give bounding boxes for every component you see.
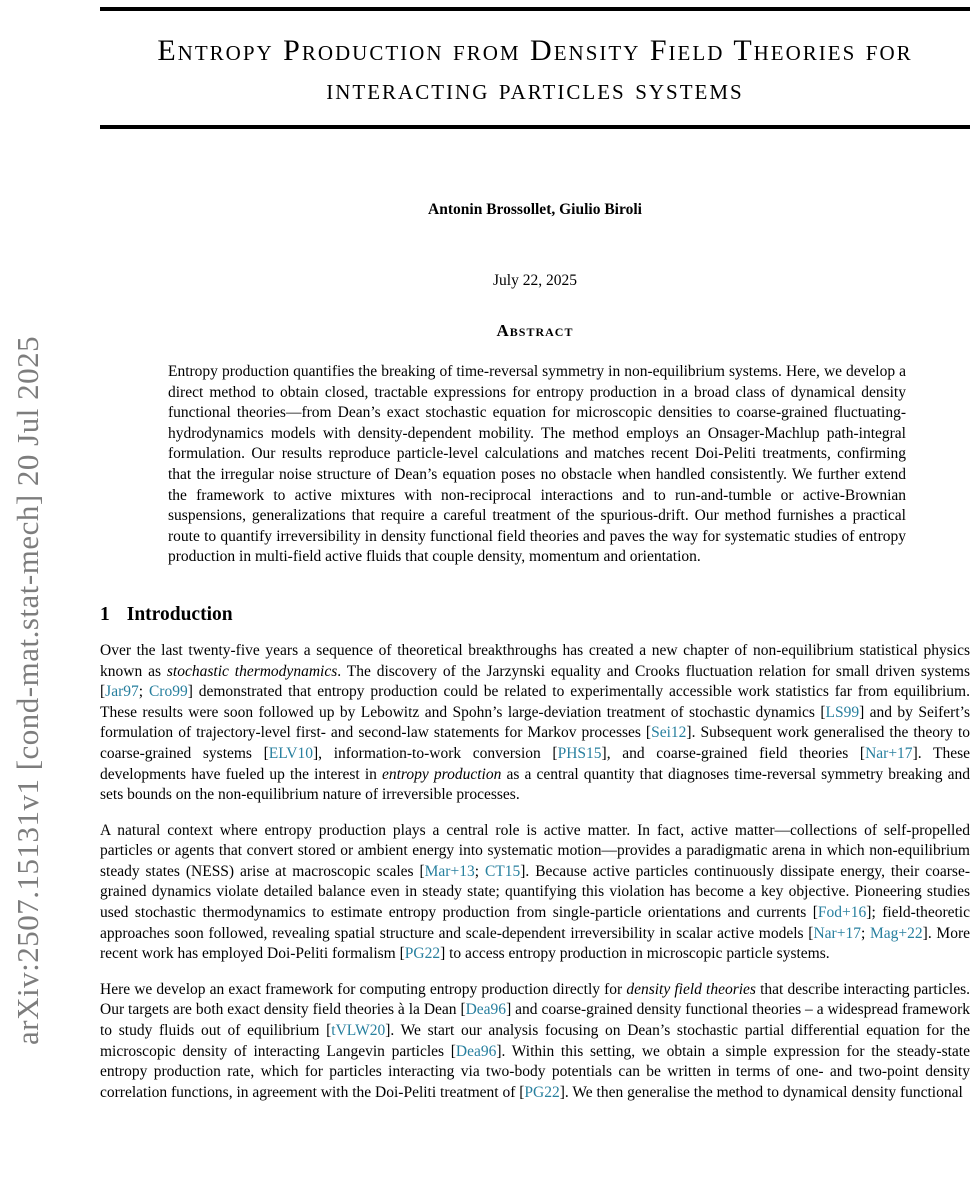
abstract-text: Entropy production quantifies the breaking of time-reversal symmetry in non-equilibrium systems. Here, we develop a direct method to obtain closed, tractable expressions for entropy production in a broad class of dynamical density functional theories—from Dean’s exact stochastic equation for microscopic densities to coarse-grained fluctuating-hydrodynamics models with density-dependent mobility. The method employs an Onsager-Machlup path-integral formulation. Our results reproduce particle-level calculations and matches recent Doi-Peliti treatments, confirming that the irregular noise structure of Dean’s equation poses no obstacle when handled consistently. We further extend the framework to active mixtures with non-reciprocal interactions and to run-and-tumble or active-Brownian suspensions, generalizations that require a careful treatment of the spurious-drift. Our method furnishes a practical route to quantify irreversibility in density functional field theories and paves the way for systematic studies of entropy production in multi-field active fluids that couple density, momentum and orientation. xyxy=(168,363,906,566)
citation-link[interactable]: Sei12 xyxy=(651,724,687,742)
citation-link[interactable]: PHS15 xyxy=(557,744,602,762)
text-run: ]. Because active particles continuously dissipate energy, their coarse-grained dynamics violate detailed balance even in steady state; quantifying this violation has become a key objective. Pioneering studies used stochastic thermodynamics to estimate entropy production from single-particle orientations and currents [ xyxy=(100,862,970,922)
title-rule-top xyxy=(100,7,970,11)
citation-link[interactable]: Jar97 xyxy=(105,683,139,701)
text-run: ] and by Seifert’s formulation of trajectory-level first- and second-law statements for Markov processes [ xyxy=(100,703,970,742)
date: July 22, 2025 xyxy=(493,272,577,289)
text-run: that describe interacting particles. Our targets are both exact density field theories à la Dean [ xyxy=(100,980,970,1019)
text-run: Over the last twenty-five years a sequence of theoretical breakthroughs has created a new chapter of non-equilibrium statistical physics known as xyxy=(100,641,970,680)
text-run: ; xyxy=(474,862,485,880)
citation-link[interactable]: Dea96 xyxy=(465,1001,507,1019)
text-run: . The discovery of the Jarzynski equality and Crooks fluctuation relation for small driven systems [ xyxy=(100,662,970,701)
abstract-heading: Abstract xyxy=(496,321,574,340)
section-heading-introduction xyxy=(100,604,970,626)
citation-link[interactable]: CT15 xyxy=(484,862,521,880)
title-rule-bottom xyxy=(100,125,970,129)
text-run: ]. More recent work has employed Doi-Peliti formalism [ xyxy=(100,924,970,963)
section-title: Introduction xyxy=(126,603,233,625)
citation-link[interactable]: Mar+13 xyxy=(424,862,475,880)
citation-link[interactable]: ELV10 xyxy=(268,744,313,762)
text-run: ]; field-theoretic approaches soon followed, revealing spatial structure and scale-dependent irreversibility in scalar active models [ xyxy=(100,904,970,942)
text-run: ] and coarse-grained density functional theories – a widespread framework to study fluids out of equilibrium [ xyxy=(100,1001,970,1040)
text-run: ], and coarse-grained field theories [ xyxy=(601,744,866,762)
citation-link[interactable]: PG22 xyxy=(404,945,441,963)
text-run: as a central quantity that diagnoses time-reversal symmetry breaking and sets bounds on the non-equilibrium nature of irreversible processes. xyxy=(100,765,970,804)
title-line-2: interacting particles systems xyxy=(326,73,744,106)
text-run: ; xyxy=(138,683,149,701)
arxiv-watermark: arXiv:2507.15131v1 [cond-mat.stat-mech] 20 Jul 2025 xyxy=(10,335,45,1045)
text-run: ]. Subsequent work generalised the theory to coarse-grained systems [ xyxy=(100,724,970,762)
text-run: ]. These developments have fueled up the interest in xyxy=(100,744,970,783)
authors: Antonin Brossollet, Giulio Biroli xyxy=(428,201,642,218)
text-run: ] demonstrated that entropy production could be related to experimentally accessible work statistics far from equilibrium. These results were soon followed up by Lebowitz and Spohn’s large-deviation treatment of stochastic dynamics [ xyxy=(100,683,970,721)
paper-title xyxy=(100,31,970,109)
intro-paragraph-3 xyxy=(100,980,970,1104)
emphasis-text: entropy production xyxy=(382,765,502,783)
text-run: ] to access entropy production in microscopic particle systems. xyxy=(440,945,830,963)
citation-link[interactable]: Mag+22 xyxy=(870,924,923,942)
emphasis-text: density field theories xyxy=(626,980,756,998)
text-run: ]. We start our analysis focusing on Dean’s stochastic partial differential equation for the microscopic density of interacting Langevin particles [ xyxy=(100,1022,970,1060)
citation-link[interactable]: PG22 xyxy=(524,1083,560,1101)
text-run: ]. We then generalise the method to dynamical density functional xyxy=(559,1083,963,1101)
text-run: ; xyxy=(860,924,870,942)
citation-link[interactable]: Fod+16 xyxy=(817,904,867,922)
section-number: 1 xyxy=(100,603,110,625)
citation-link[interactable]: Nar+17 xyxy=(813,924,861,942)
text-run: ]. Within this setting, we obtain a simple expression for the steady-state entropy production rate, which for particles interacting via two-body potentials can be written in terms of one- and two-point density correlation functions, in agreement with the Doi-Peliti treatment of [ xyxy=(100,1042,970,1101)
text-run: Here we develop an exact framework for computing entropy production directly for xyxy=(100,980,627,998)
emphasis-text: stochastic thermodynamics xyxy=(166,662,338,680)
text-run: A natural context where entropy production plays a central role is active matter. In fact, active matter—collections of self-propelled particles or agents that convert stored or ambient energy into systematic motion—provides a paradigmatic arena in which non-equilibrium steady states (NESS) arise at macroscopic scales [ xyxy=(100,821,970,880)
title-line-1: Entropy Production from Density Field Theories for xyxy=(157,34,913,67)
citation-link[interactable]: Cro99 xyxy=(148,683,188,701)
paper-page xyxy=(100,0,970,1103)
citation-link[interactable]: Dea96 xyxy=(455,1042,497,1060)
intro-paragraph-2 xyxy=(100,821,970,965)
text-run: ], information-to-work conversion [ xyxy=(313,744,558,762)
citation-link[interactable]: LS99 xyxy=(825,703,860,721)
citation-link[interactable]: Nar+17 xyxy=(865,744,913,762)
citation-link[interactable]: tVLW20 xyxy=(331,1022,386,1040)
intro-paragraph-1 xyxy=(100,641,970,806)
